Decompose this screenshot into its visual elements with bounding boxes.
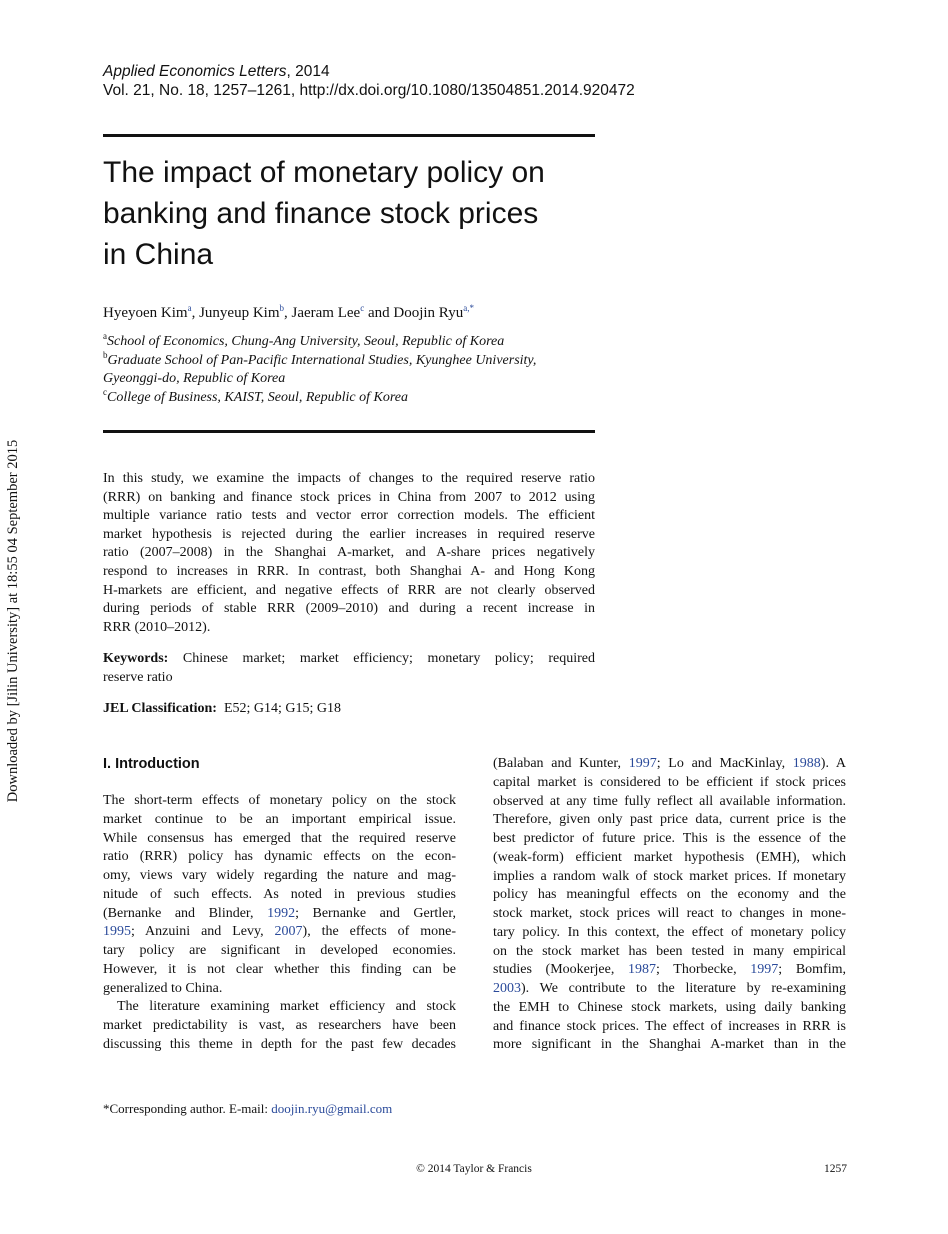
body-column-right: [493, 755, 846, 1055]
author-affil-mark[interactable]: a,*: [463, 303, 474, 313]
body-line: While consensus has emerged that the required reserve: [103, 830, 456, 846]
text-run: ; Bomfim,: [778, 962, 847, 978]
citation-link[interactable]: 1987: [628, 962, 656, 978]
author-separator: and: [364, 305, 394, 321]
affiliation-b-cont: Gyeonggi-do, Republic of Korea: [103, 371, 286, 387]
body-line: tary policy. In this context, the effect of monetary policy: [493, 924, 846, 940]
citation-link[interactable]: 2007: [274, 924, 303, 940]
jel-value: E52; G14; G15; G18: [223, 701, 342, 716]
body-line: policy has meaningful effects on the economy and the: [493, 887, 846, 903]
body-line: [103, 905, 456, 924]
body-line: stock market, stock prices will react to changes in mone-: [493, 906, 846, 921]
body-line: [493, 755, 846, 774]
article-title: [103, 152, 595, 275]
affiliations: [103, 333, 595, 407]
footnote-text: *Corresponding author. E-mail:: [103, 1101, 272, 1116]
text-run: ; Thorbecke,: [656, 962, 751, 978]
journal-name-line: [103, 62, 635, 81]
citation-link[interactable]: 1995: [103, 924, 131, 940]
body-column-left: [103, 792, 456, 1055]
body-line: The literature examining market efficiency and stock: [117, 999, 456, 1015]
author-separator: ,: [284, 305, 292, 321]
affiliation-a: [103, 333, 595, 352]
author-name: Jaeram Lee: [291, 305, 361, 321]
text-run: ; Bernanke and Gertler,: [295, 905, 456, 921]
citation-link[interactable]: 1992: [267, 905, 296, 921]
download-watermark: Downloaded by [Jilin University] at 18:55 04 September 2015: [5, 439, 21, 803]
body-line: on the stock market has been tested in many empirical: [493, 943, 846, 959]
body-line: more significant in the Shanghai A-market than in the: [493, 1037, 846, 1053]
author-affil-mark[interactable]: c: [360, 303, 365, 313]
citation-link[interactable]: 1988: [792, 756, 821, 771]
text-run: ; Lo and MacKinlay,: [656, 756, 793, 771]
keywords-text: Chinese market; market efficiency; monetary policy; required: [182, 651, 595, 666]
copyright-footer: © 2014 Taylor & Francis: [416, 1163, 532, 1175]
journal-volume-line: Vol. 21, No. 18, 1257–1261, http://dx.doi.org/10.1080/13504851.2014.920472: [103, 82, 635, 99]
body-line: generalized to China.: [103, 980, 223, 996]
body-line: The short-term effects of monetary policy on the stock: [103, 793, 456, 808]
affil-marker: b: [103, 349, 108, 360]
text-run: studies (Mookerjee,: [493, 962, 628, 978]
citation-link[interactable]: 1997: [750, 962, 779, 978]
body-line: observed at any time fully reflect all available information.: [493, 793, 846, 809]
body-line: market continue to be an important empirical issue.: [103, 811, 456, 827]
affil-text: College of Business, KAIST, Seoul, Republic of Korea: [107, 389, 408, 405]
author-separator: ,: [191, 305, 200, 321]
keywords-line: reserve ratio: [103, 669, 173, 685]
author-name: Junyeup Kim: [199, 305, 280, 321]
body-line: Therefore, given only past price data, current price is the: [493, 812, 846, 828]
text-run: (Bernanke and Blinder,: [103, 905, 268, 921]
author-name: Hyeyoen Kim: [103, 305, 188, 321]
title-line: banking and finance stock prices: [103, 197, 539, 230]
author-affil-mark[interactable]: a: [187, 303, 192, 313]
jel-classification: [103, 700, 341, 719]
keywords: [103, 650, 595, 687]
affil-marker: a: [103, 331, 107, 341]
title-rule-top: [103, 134, 595, 137]
body-line: [103, 923, 456, 942]
text-run: ), the effects of mone-: [302, 924, 457, 940]
journal-year: , 2014: [286, 63, 330, 80]
keywords-line: [103, 650, 595, 669]
jel-label: JEL Classification:: [103, 701, 217, 716]
body-line: and finance stock prices. The effect of increases in RRR is: [493, 1018, 846, 1034]
title-rule-bottom: [103, 430, 595, 433]
affil-text: School of Economics, Chung-Ang University, Seoul, Republic of Korea: [107, 334, 505, 349]
body-line: capital market is considered to be efficient if stock prices: [493, 774, 846, 790]
body-line: ratio (RRR) policy has dynamic effects on the econ-: [103, 849, 456, 865]
abstract-line: (RRR) on banking and finance stock prices in China from 2007 to 2012 using: [103, 489, 595, 505]
section-heading-introduction: I. Introduction: [103, 756, 200, 772]
body-line: nitude of such effects. As noted in previous studies: [103, 886, 456, 902]
abstract-line: respond to increases in RRR. In contrast, both Shanghai A- and Hong Kong: [103, 563, 595, 579]
body-line: best predictor of future price. This is the essence of the: [493, 831, 846, 846]
page-number: 1257: [824, 1163, 847, 1175]
body-line: omy, views vary widely regarding the nature and mag-: [103, 868, 456, 883]
citation-link[interactable]: 1997: [628, 756, 657, 771]
body-line: the EMH to Chinese stock markets, using daily banking: [493, 999, 846, 1015]
abstract-line: H-markets are efficient, and negative effects of RRR are not clearly observed: [103, 582, 595, 598]
body-line: implies a random walk of stock market prices. If monetary: [493, 868, 846, 884]
title-line: The impact of monetary policy on: [103, 156, 545, 189]
abstract-line: during periods of stable RRR (2009–2010) and during a recent increase in: [103, 601, 595, 617]
author-name: Doojin Ryu: [393, 305, 464, 321]
abstract-line: multiple variance ratio tests and vector error correction models. The efficient: [103, 508, 595, 524]
body-line: [493, 980, 846, 999]
email-link[interactable]: doojin.ryu@gmail.com: [271, 1101, 393, 1116]
author-affil-mark[interactable]: b: [279, 303, 284, 313]
journal-name: Applied Economics Letters: [103, 63, 287, 80]
body-line: (weak-form) efficient market hypothesis (EMH), which: [493, 849, 846, 865]
affil-text: Graduate School of Pan-Pacific International Studies, Kyunghee University,: [107, 352, 537, 368]
journal-header: [103, 62, 635, 100]
body-line: market predictability is vast, as researchers have been: [103, 1018, 456, 1033]
affiliation-c: [103, 386, 595, 408]
title-line: in China: [103, 238, 214, 271]
abstract-line: market hypothesis is rejected during the earlier increases in required reserve: [103, 526, 595, 542]
affiliation-b: [103, 349, 595, 371]
text-run: (Balaban and Kunter,: [493, 756, 629, 771]
abstract-line: In this study, we examine the impacts of changes to the required reserve ratio: [103, 471, 595, 486]
abstract: [103, 470, 595, 637]
author-list: [103, 303, 474, 323]
body-line: However, it is not clear whether this finding can be: [103, 961, 456, 977]
text-run: ; Anzuini and Levy,: [131, 924, 275, 940]
text-run: ). We contribute to the literature by re-examining: [521, 981, 846, 996]
text-run: ). A: [820, 756, 846, 771]
body-line: [493, 961, 846, 980]
corresponding-author-footnote: [103, 1100, 392, 1117]
body-line: discussing this theme in depth for the past few decades: [103, 1036, 456, 1052]
affil-marker: c: [103, 386, 107, 397]
abstract-line: RRR (2010–2012).: [103, 619, 211, 635]
keywords-label: Keywords:: [103, 651, 169, 666]
citation-link[interactable]: 2003: [493, 981, 521, 996]
abstract-line: ratio (2007–2008) in the Shanghai A-market, and A-share prices negatively: [103, 545, 595, 561]
body-line: tary policy are significant in developed economies.: [103, 943, 456, 958]
